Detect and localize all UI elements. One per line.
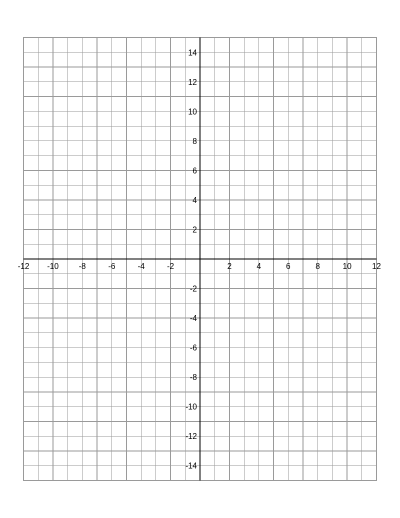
x-tick-label: 6 [286,262,291,271]
x-tick-label: -10 [47,262,59,271]
y-tick-label: -10 [185,402,197,412]
x-tick-label: -6 [108,262,116,271]
y-tick-label: 8 [192,136,197,146]
y-tick-label: -4 [189,314,197,324]
x-tick-label: 8 [315,262,320,271]
x-tick-label: 10 [342,262,352,271]
y-tick-label: 12 [188,77,197,87]
y-tick-label: 14 [188,48,197,58]
y-tick-label: -2 [189,284,197,294]
y-tick-label: -8 [189,373,197,383]
y-tick-label: -12 [185,432,197,442]
x-tick-label: 12 [372,262,381,271]
x-tick-label: -2 [167,262,175,271]
x-tick-label: -4 [137,262,145,271]
y-tick-label: 4 [192,195,197,205]
x-tick-label: 4 [256,262,262,271]
y-tick-label: 2 [192,225,197,235]
y-tick-label: -6 [189,343,197,353]
axes [24,38,377,481]
x-tick-label: 2 [227,262,232,271]
y-tick-label: 6 [192,166,197,176]
y-tick-label: 10 [188,107,197,117]
x-tick-label: -8 [78,262,86,271]
y-tick-label: -14 [185,461,197,471]
x-tick-label: -12 [17,262,30,271]
